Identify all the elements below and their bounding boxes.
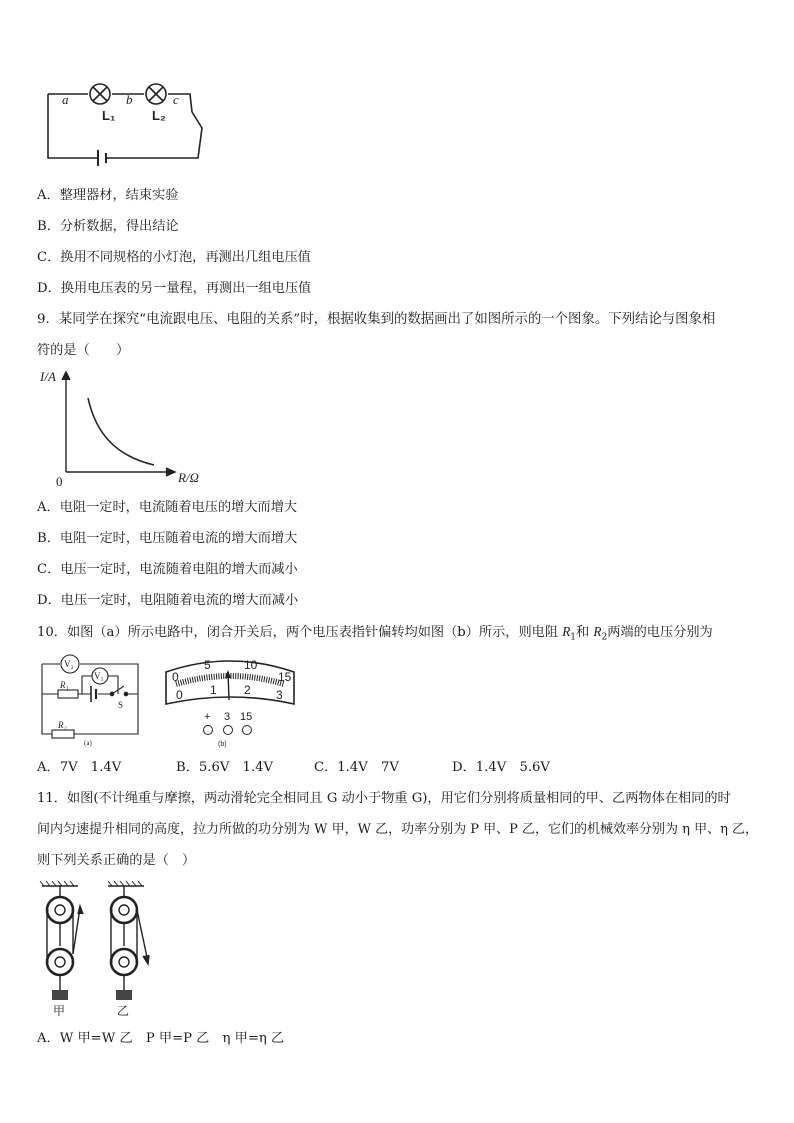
x-axis-label: R/Ω (178, 470, 199, 485)
q8-option-c: C．换用不同规格的小灯泡，再测出几组电压值 (37, 250, 311, 265)
q9-stem-line-1: 9．某同学在探究“电流跟电压、电阻的关系”时，根据收集到的数据画出了如图所示的一个图象。下列结论与图象相 (37, 312, 716, 327)
lower-scale-0: 0 (176, 688, 183, 702)
series-lamp-circuit-figure (40, 82, 210, 168)
lower-scale-2: 2 (244, 683, 251, 697)
terminal-3-label: 3 (224, 711, 231, 723)
q10-stem-pre: 10．如图（a）所示电路中，闭合开关后，两个电压表指针偏转均如图（b）所示，则电阻 (37, 625, 563, 640)
q10-option-a: A．7V 1.4V (37, 760, 122, 775)
q11-option-a: A．W 甲=W 乙 P 甲=P 乙 η 甲=η 乙 (37, 1031, 285, 1046)
voltmeter-dial-figure-b (160, 652, 300, 750)
q10-option-c: C．1.4V 7V (314, 760, 399, 775)
upper-scale-15: 15 (278, 670, 292, 684)
lamp-l1-label: L₁ (102, 108, 116, 123)
figure-a-caption: (a) (84, 739, 92, 747)
upper-scale-5: 5 (204, 658, 211, 672)
q10-option-d: D．1.4V 5.6V (452, 760, 550, 775)
current-resistance-graph (36, 364, 226, 490)
voltmeter-circuit-figure-a (36, 652, 148, 748)
terminal-plus-label: + (204, 711, 211, 723)
figure-b-caption: (b) (218, 741, 227, 748)
r2-subscript: 2 (601, 632, 608, 643)
terminal-15-label: 15 (240, 711, 253, 723)
lower-scale-1: 1 (210, 683, 217, 697)
q11-stem-line-2: 间内匀速提升相同的高度，拉力所做的功分别为 W 甲，W 乙，功率分别为 P 甲、P 乙，它们的机械效率分别为 η 甲、η 乙， (37, 822, 758, 837)
q11-stem-line-1: 11．如图(不计绳重与摩擦，两动滑轮完全相同且 G 动小于物重 G)，用它们分别将质量相同的甲、乙两物体在相同的时 (37, 791, 731, 806)
label-jia: 甲 (53, 1004, 66, 1018)
r1-subscript: 1 (570, 632, 577, 643)
q8-option-b: B．分析数据，得出结论 (37, 219, 179, 234)
label-yi: 乙 (117, 1004, 130, 1018)
r2-label: R₂ (58, 720, 67, 730)
point-c-label: c (173, 92, 179, 107)
v1-meter-label: V₁ (94, 671, 104, 681)
q9-stem-line-2: 符的是（ ） (37, 343, 130, 358)
r2-symbol: R (593, 624, 602, 639)
q11-stem-line-3: 则下列关系正确的是（ ） (37, 853, 196, 868)
q9-option-b: B．电阻一定时，电压随着电流的增大而增大 (37, 531, 298, 546)
origin-label: 0 (56, 474, 63, 489)
upper-scale-10: 10 (244, 658, 258, 672)
inverse-curve (88, 398, 154, 465)
q9-option-a: A．电阻一定时，电流随着电压的增大而增大 (37, 500, 298, 515)
pulley-systems-figure (36, 878, 156, 1018)
switch-label: S (118, 700, 124, 710)
q8-option-d: D．换用电压表的另一量程，再测出一组电压值 (37, 281, 312, 296)
q10-stem (37, 623, 713, 647)
point-b-label: b (126, 92, 133, 107)
v2-meter-label: V₂ (64, 659, 74, 669)
lamp-l2-label: L₂ (152, 108, 166, 123)
q10-stem-mid: 和 (576, 625, 594, 640)
lower-scale-3: 3 (276, 688, 283, 702)
r1-label: R₁ (60, 680, 69, 690)
y-axis-label: I/A (40, 369, 56, 384)
upper-scale-0: 0 (172, 670, 179, 684)
r1-symbol: R (562, 624, 571, 639)
q10-option-b: B．5.6V 1.4V (176, 760, 274, 775)
q9-option-d: D．电压一定时，电阻随着电流的增大而减小 (37, 593, 299, 608)
q10-stem-post: 两端的电压分别为 (607, 625, 713, 640)
point-a-label: a (62, 92, 69, 107)
q9-option-c: C．电压一定时，电流随着电阻的增大而减小 (37, 562, 298, 577)
q8-option-a: A．整理器材，结束实验 (37, 188, 179, 203)
